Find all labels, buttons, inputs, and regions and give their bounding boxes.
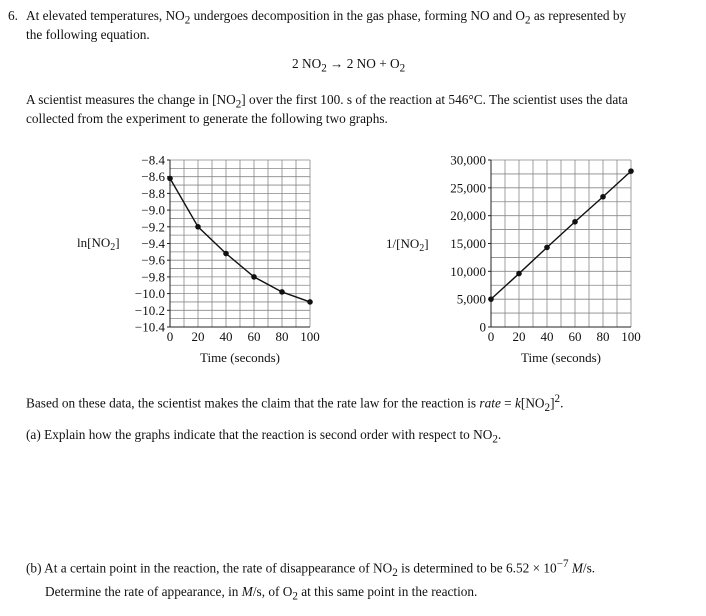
y-tick-label: 30,000 — [450, 152, 486, 168]
ln-no2-vs-time-chart — [77, 153, 320, 366]
y-tick-label: −9.0 — [141, 202, 165, 218]
y-tick-label: −10.4 — [134, 319, 165, 335]
y-tick-label: −9.4 — [141, 236, 165, 251]
x-tick-label: 0 — [166, 329, 174, 344]
y-axis-label: $\ln[NO_2]$ — [77, 235, 120, 253]
x-tick-label: 100 — [300, 329, 320, 344]
rate-law-claim: Based on these data, the scientist makes the claim that the rate law for the reaction is rate = $k[NO_2]^2$. — [26, 393, 564, 415]
y-tick-label: −10.0 — [134, 286, 165, 302]
y-tick-label: 20,000 — [450, 208, 486, 224]
x-tick-label: 60 — [247, 329, 261, 344]
y-tick-label: −8.6 — [141, 169, 165, 185]
x-tick-label: 100 — [621, 329, 641, 344]
x-axis-label: Time (seconds) — [520, 350, 602, 365]
data-point — [516, 271, 522, 277]
part-b-prompt-line2: Determine the rate of appearance, in M/s, of $O_2$ at this same point in the reaction. — [45, 584, 478, 603]
y-tick-label: −9.2 — [141, 219, 165, 235]
y-tick-label: 15,000 — [450, 236, 486, 251]
x-tick-label: 20 — [191, 329, 205, 344]
data-point — [572, 219, 578, 225]
data-point — [488, 296, 494, 302]
part-a-prompt: (a) Explain how the graphs indicate that the reaction is second order with respect to $NO_2$. — [26, 427, 502, 446]
y-axis-label: $1/[NO_2]$ — [386, 236, 429, 254]
experiment-paragraph-line1: A scientist measures the change in $[NO_2]$ over the first 100. s of the reaction at 546°C. The scientist uses the data — [26, 92, 628, 111]
part-b-prompt-line1: (b) At a certain point in the reaction, the rate of disappearance of $NO_2$ is determined to be $6.52 \times 10^{-7}$ M/s. — [26, 558, 596, 580]
graphs-figure — [0, 150, 706, 380]
x-tick-label: 80 — [275, 329, 289, 344]
data-point — [544, 245, 550, 251]
data-point — [600, 194, 606, 200]
data-point — [195, 224, 201, 230]
data-point — [628, 168, 634, 174]
question-number: 6. — [8, 8, 18, 23]
y-tick-label: 5,000 — [456, 291, 486, 307]
x-tick-label: 0 — [487, 329, 495, 344]
data-point — [307, 299, 313, 305]
inverse-no2-vs-time-chart — [386, 153, 641, 366]
x-axis-label: Time (seconds) — [199, 350, 281, 365]
x-tick-label: 60 — [568, 329, 582, 344]
y-tick-label: −9.6 — [141, 252, 165, 268]
data-point — [167, 176, 173, 182]
x-tick-label: 80 — [596, 329, 610, 344]
y-tick-label: 10,000 — [450, 263, 486, 279]
x-tick-label: 40 — [540, 329, 554, 344]
data-point — [223, 251, 229, 257]
x-tick-label: 20 — [512, 329, 526, 344]
data-point — [251, 274, 257, 280]
chemical-equation: 2 $NO_2 \to 2$ NO + $O_2$ — [292, 56, 406, 75]
y-tick-label: −9.8 — [141, 269, 165, 285]
question-intro-line1: At elevated temperatures, $NO_2$ undergoes decomposition in the gas phase, forming NO and $O_2$ as represented by — [26, 8, 627, 27]
experiment-paragraph-line2: collected from the experiment to generate the following two graphs. — [26, 111, 388, 126]
question-intro-line2: the following equation. — [26, 27, 150, 42]
y-tick-label: −10.2 — [134, 302, 165, 318]
y-tick-label: −8.8 — [141, 185, 165, 201]
x-tick-label: 40 — [219, 329, 233, 344]
y-tick-label: 0 — [479, 319, 486, 335]
y-tick-label: −8.4 — [141, 152, 165, 168]
data-point — [279, 289, 285, 295]
y-tick-label: 25,000 — [450, 180, 486, 196]
